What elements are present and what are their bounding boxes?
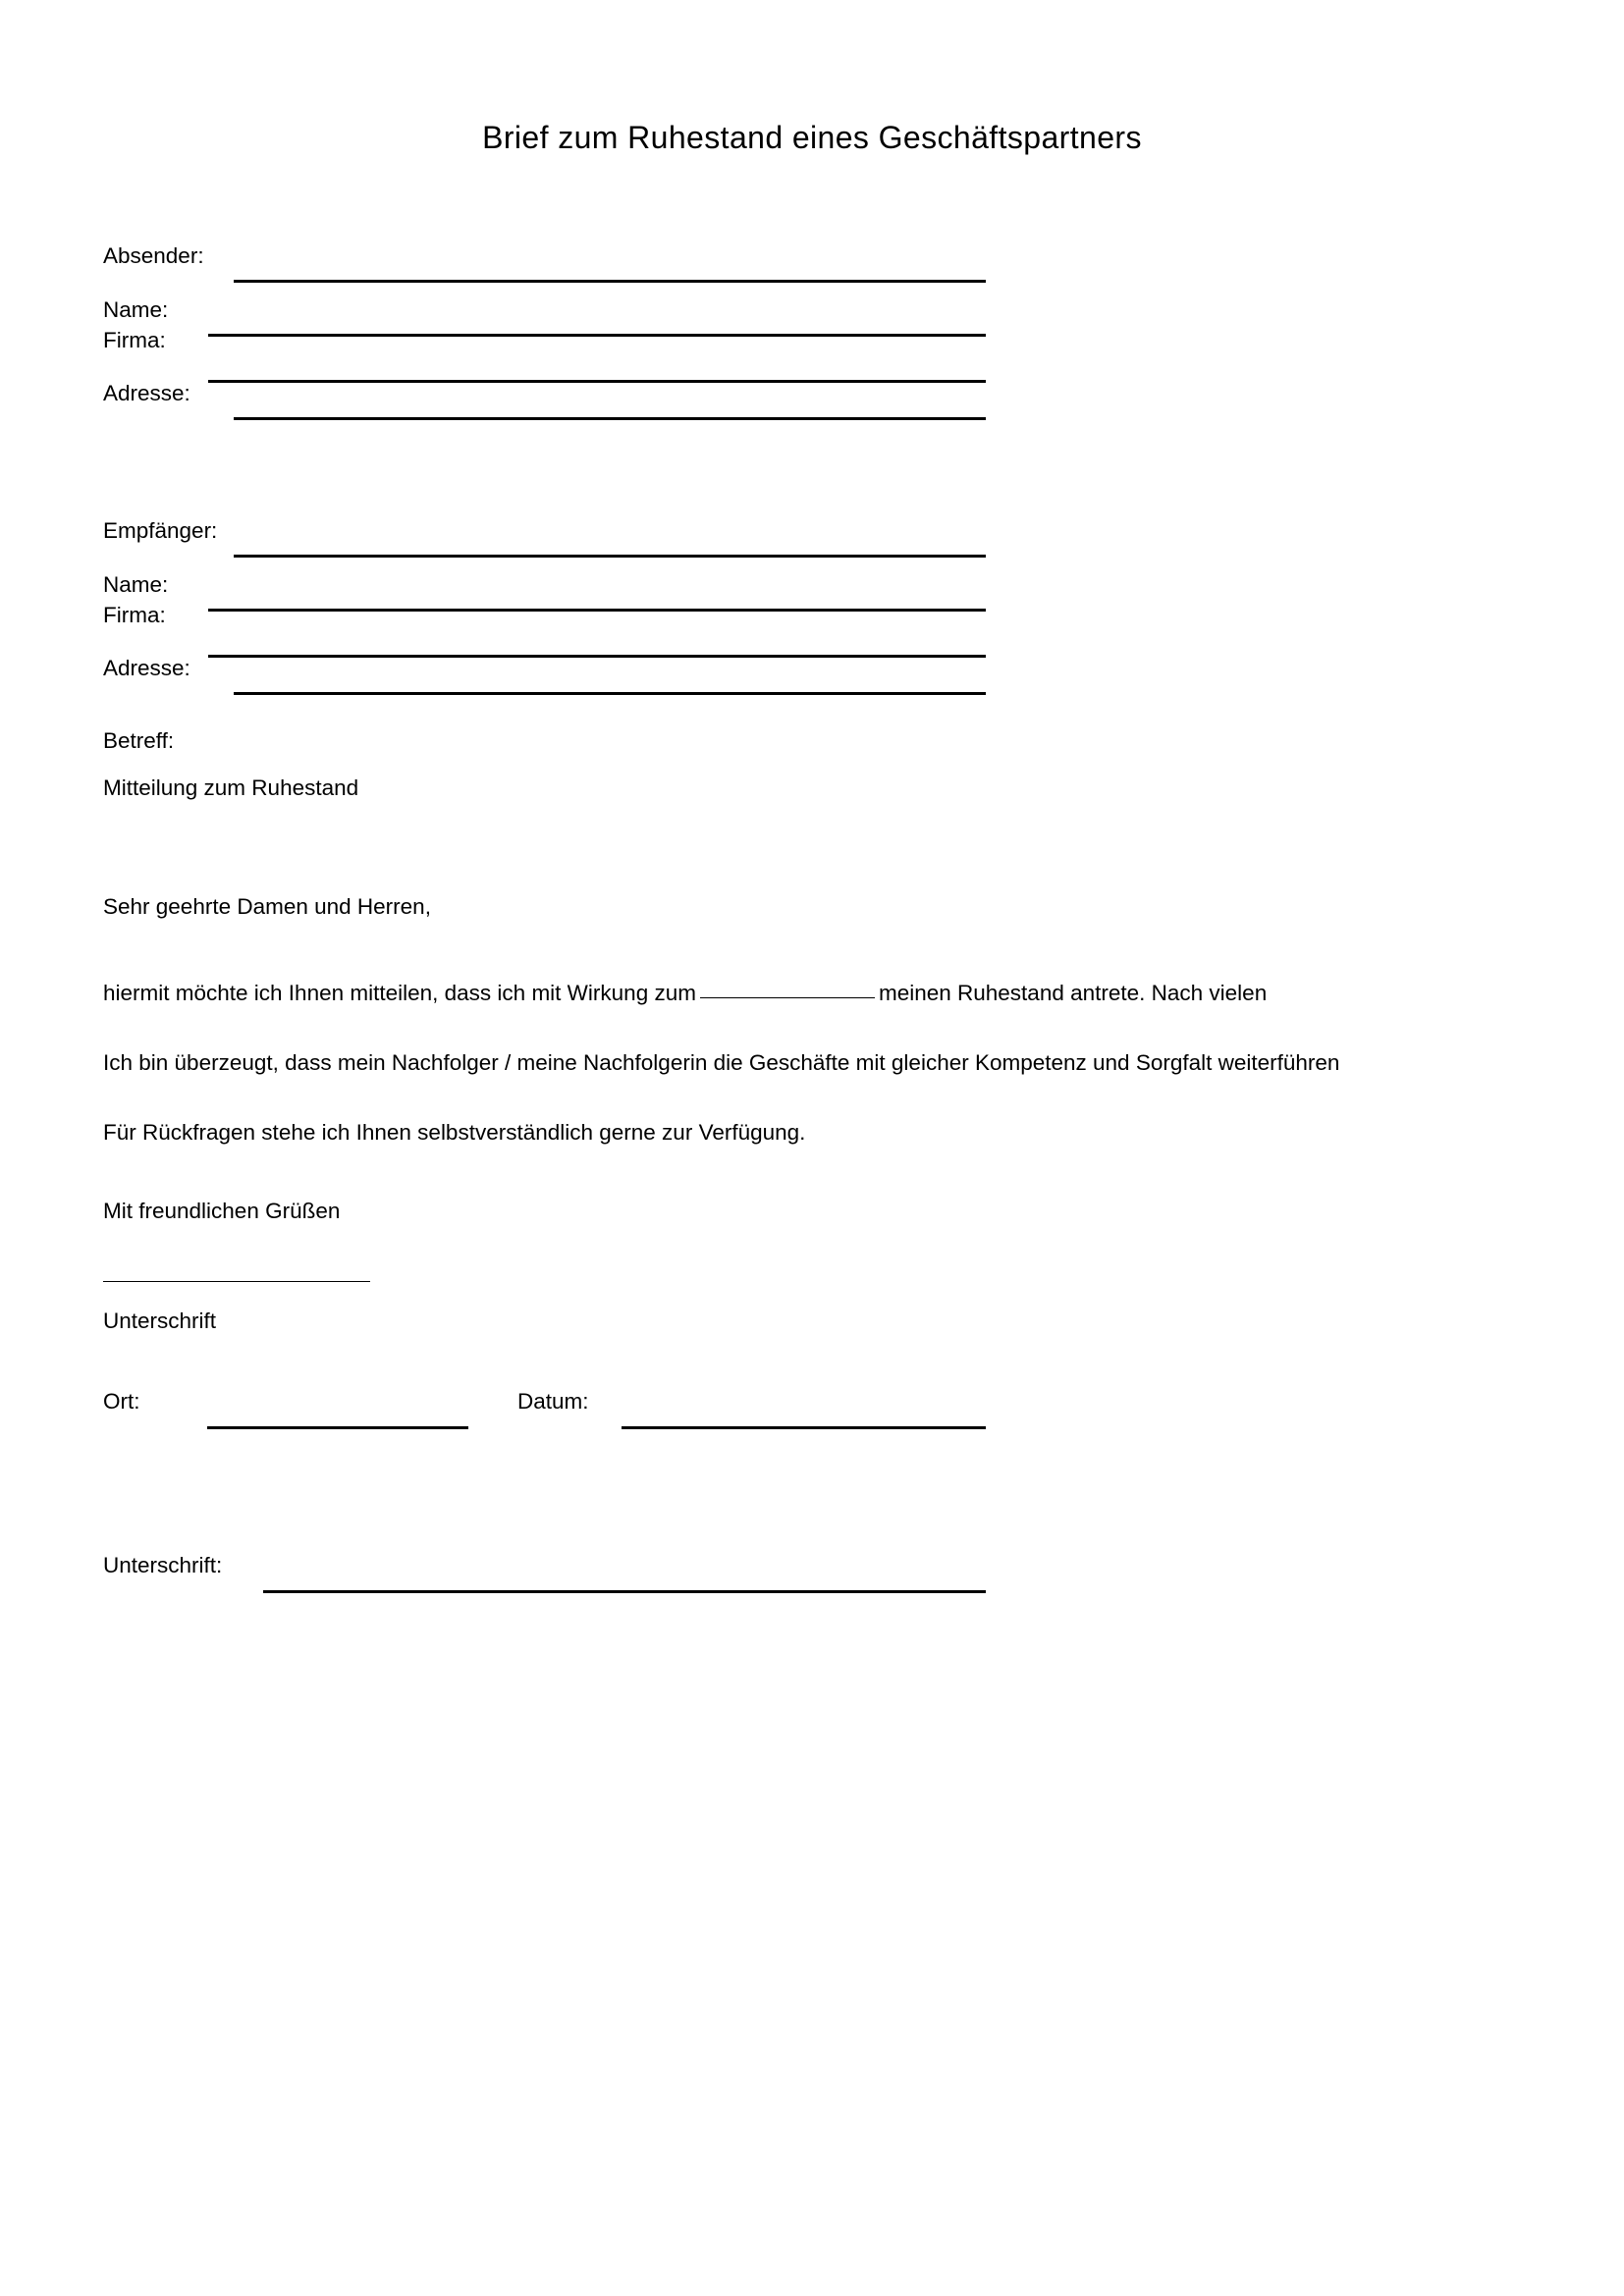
final-signature-line[interactable] [263,1590,986,1593]
closing-text: Mit freundlichen Grüßen [103,1199,341,1223]
place-line[interactable] [207,1426,468,1429]
recipient-heading-label: Empfänger: [103,518,218,543]
sender-name-label: Name: [103,297,169,322]
body-paragraph-3: Für Rückfragen stehe ich Ihnen selbstverständlich gerne zur Verfügung. [103,1120,806,1145]
body-paragraph-1 [103,981,1267,1006]
signature-caption: Unterschrift [103,1308,217,1333]
recipient-address-line[interactable] [234,692,986,695]
recipient-name-line[interactable] [208,609,986,612]
body-paragraph-1-after-blank: meinen Ruhestand antrete. Nach vielen [878,981,1268,1005]
place-label: Ort: [103,1389,140,1414]
recipient-company-label: Firma: [103,603,166,627]
sender-company-label: Firma: [103,328,166,352]
date-label: Datum: [517,1389,589,1414]
sender-name-line[interactable] [208,334,986,337]
salutation-text: Sehr geehrte Damen und Herren, [103,894,431,919]
body-paragraph-2: Ich bin überzeugt, dass mein Nachfolger / meine Nachfolgerin die Geschäfte mit gleicher Kompetenz und Sorgfalt weiterführen [103,1050,1340,1075]
sender-address-label: Adresse: [103,381,190,405]
recipient-address-label: Adresse: [103,656,190,680]
retirement-date-blank[interactable] [700,997,875,998]
sender-address-line[interactable] [234,417,986,420]
body-paragraph-1-before-blank: hiermit möchte ich Ihnen mitteilen, dass ich mit Wirkung zum [103,981,696,1005]
recipient-name-label: Name: [103,572,169,597]
sender-heading-label: Absender: [103,243,204,268]
sender-heading-line[interactable] [234,280,986,283]
sender-company-line[interactable] [208,380,986,383]
final-signature-label: Unterschrift: [103,1553,223,1577]
recipient-company-line[interactable] [208,655,986,658]
subject-label: Betreff: [103,728,175,753]
date-line[interactable] [622,1426,986,1429]
signature-line[interactable] [103,1281,370,1282]
page-title: Brief zum Ruhestand eines Geschäftspartners [482,120,1142,155]
recipient-heading-line[interactable] [234,555,986,558]
subject-value: Mitteilung zum Ruhestand [103,775,359,800]
